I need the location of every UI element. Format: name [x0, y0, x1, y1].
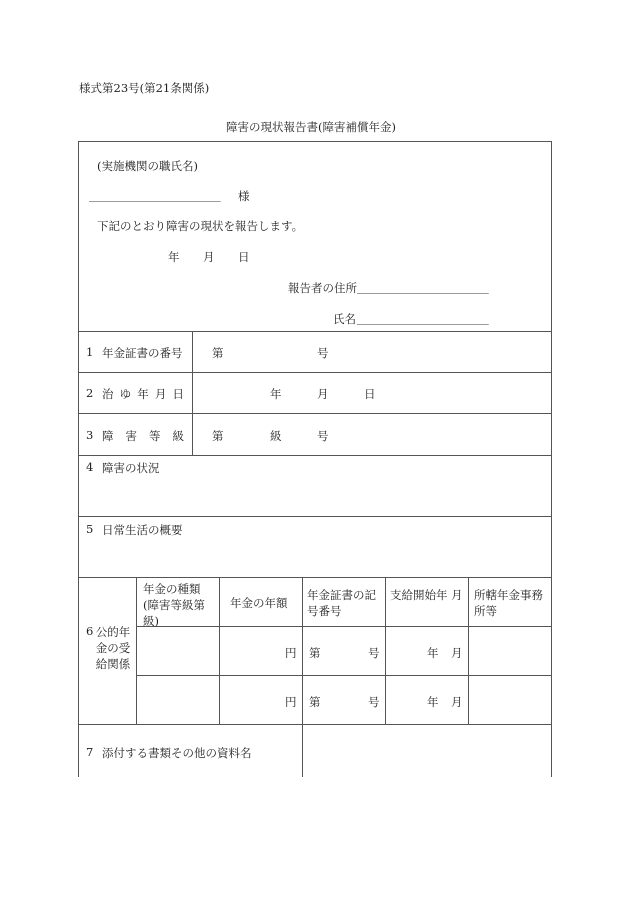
form-number: 様式第23号(第21条関係) [79, 81, 210, 95]
pension1-year: 年 [427, 646, 439, 660]
col-start-date: 支給開始年 月 [390, 588, 463, 602]
pension1-month: 月 [451, 646, 463, 660]
reporter-address-label: 報告者の住所 [288, 281, 357, 295]
reporter-name-label: 氏名 [333, 312, 356, 326]
row3-number: 3 [86, 428, 94, 442]
row1-dai: 第 [212, 346, 224, 360]
reporter-name-field[interactable]: _________________________ [357, 311, 489, 325]
col-office: 所轄年金事務所等 [474, 588, 543, 618]
date-day-label: 日 [238, 250, 250, 264]
row1-label: 年金証書の番号 [102, 346, 183, 360]
row4-label: 障害の状況 [102, 461, 160, 475]
row2-label: 治 ゆ 年 月 日 [102, 387, 184, 401]
row3-go: 号 [317, 429, 329, 443]
pension1-dai: 第 [309, 646, 321, 660]
row2-month: 月 [317, 387, 329, 401]
row7-label: 添付する書類その他の資料名 [102, 746, 252, 760]
row6-number: 6 [86, 624, 94, 638]
pension2-yen: 円 [285, 695, 297, 709]
row3-kyu: 級 [270, 429, 282, 443]
date-year-label: 年 [168, 250, 180, 264]
row7-number: 7 [86, 745, 94, 759]
pension1-go: 号 [368, 646, 380, 660]
intro-text: 下記のとおり障害の現状を報告します。 [97, 219, 304, 233]
pension2-month: 月 [451, 695, 463, 709]
col-pension-type: 年金の種類(障害等級第 級) [143, 582, 205, 628]
row3-dai: 第 [212, 429, 224, 443]
pension2-year: 年 [427, 695, 439, 709]
addressee-honorific: 様 [238, 189, 250, 203]
row2-day: 日 [364, 387, 376, 401]
document-title: 障害の現状報告書(障害補償年金) [226, 120, 396, 134]
row1-number: 1 [86, 345, 94, 359]
pension1-yen: 円 [285, 646, 297, 660]
col-annual-amount: 年金の年額 [230, 596, 288, 610]
addressee-label: (実施機関の職氏名) [97, 159, 198, 173]
col-certificate-number: 年金証書の記号番号 [307, 588, 376, 618]
reporter-address-field[interactable]: _________________________ [357, 280, 489, 294]
row1-go: 号 [317, 346, 329, 360]
pension2-dai: 第 [309, 695, 321, 709]
addressee-name-field[interactable]: _________________________ [89, 188, 221, 202]
row4-number: 4 [86, 460, 94, 474]
row6-label: 公的年金の受給関係 [95, 625, 131, 671]
row3-label: 障 害 等 級 [102, 429, 184, 443]
row2-year: 年 [270, 387, 282, 401]
row5-label: 日常生活の概要 [102, 523, 183, 537]
row2-number: 2 [86, 386, 94, 400]
date-month-label: 月 [203, 250, 215, 264]
row5-number: 5 [86, 522, 94, 536]
pension2-go: 号 [368, 695, 380, 709]
